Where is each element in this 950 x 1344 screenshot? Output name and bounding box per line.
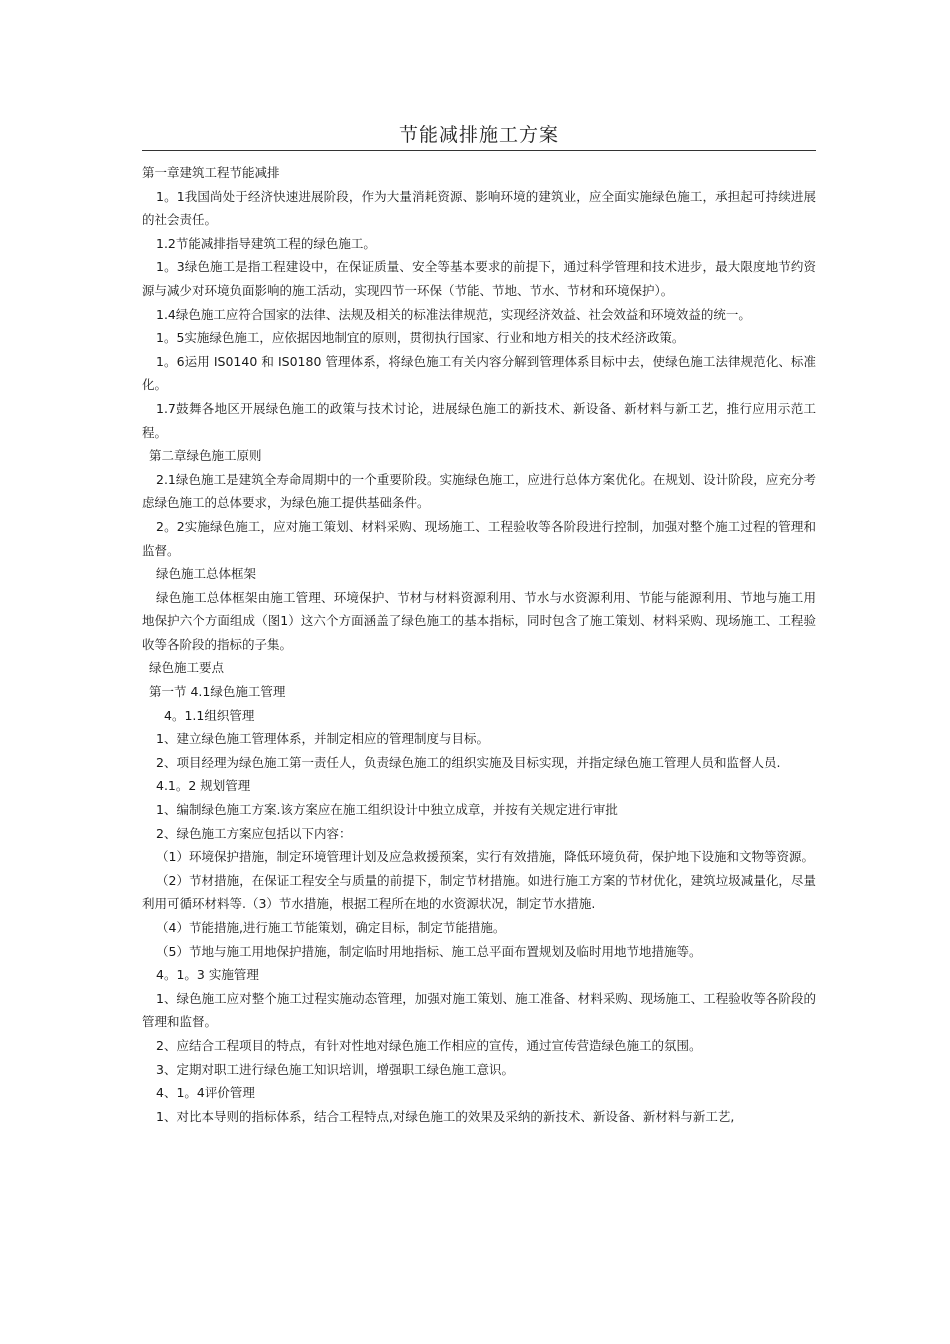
paragraph: 4、1。4评价管理 — [156, 1085, 255, 1101]
paragraph: 4。1.1组织管理 — [164, 707, 255, 723]
paragraph: 2、绿色施工方案应包括以下内容： — [156, 825, 352, 841]
paragraph: 1。6运用 IS0140 和 IS0180 管理体系，将绿色施工有关内容分解到管理体系目标中去，使绿色施工法律规范化、标准化。 — [142, 353, 816, 393]
paragraph: 第一章建筑工程节能减排 — [142, 165, 280, 180]
document-body — [142, 161, 816, 1128]
paragraph: 1。5实施绿色施工，应依据因地制宜的原则，贯彻执行国家、行业和地方相关的技术经济政策。 — [156, 330, 685, 346]
paragraph: 2。2实施绿色施工，应对施工策划、材料采购、现场施工、工程验收等各阶段进行控制，加强对整个施工过程的管理和监督。 — [142, 518, 816, 558]
paragraph: 第一节 4.1绿色施工管理 — [149, 684, 286, 700]
paragraph: 绿色施工要点 — [149, 660, 225, 676]
paragraph: 1、编制绿色施工方案.该方案应在施工组织设计中独立成章，并按有关规定进行审批 — [156, 802, 618, 818]
paragraph: 1、对比本导则的指标体系，结合工程特点,对绿色施工的效果及采纳的新技术、新设备、新材料与新工艺, — [156, 1108, 735, 1124]
paragraph: 2、应结合工程项目的特点，有针对性地对绿色施工作相应的宣传，通过宣传营造绿色施工的氛围。 — [156, 1037, 702, 1053]
paragraph: 1.2节能减排指导建筑工程的绿色施工。 — [156, 235, 376, 251]
paragraph: 4。1。3 实施管理 — [156, 967, 259, 983]
paragraph: 1、建立绿色施工管理体系，并制定相应的管理制度与目标。 — [156, 731, 489, 747]
paragraph: 2、项目经理为绿色施工第一责任人，负责绿色施工的组织实施及目标实现，并指定绿色施工管理人员和监督人员. — [156, 754, 781, 770]
paragraph: 1、绿色施工应对整个施工过程实施动态管理，加强对施工策划、施工准备、材料采购、现场施工、工程验收等各阶段的管理和监督。 — [142, 990, 816, 1030]
paragraph: 1。3绿色施工是指工程建设中，在保证质量、安全等基本要求的前提下，通过科学管理和技术进步，最大限度地节约资源与减少对环境负面影响的施工活动，实现四节一环保（节能、节地、节水、节材和环境保护）。 — [142, 259, 816, 298]
paragraph: 1.4绿色施工应符合国家的法律、法规及相关的标准法律规范，实现经济效益、社会效益和环境效益的统一。 — [156, 306, 751, 322]
paragraph: （5）节地与施工用地保护措施，制定临时用地指标、施工总平面布置规划及临时用地节地措施等。 — [156, 943, 702, 959]
paragraph: 2.1绿色施工是建筑全寿命周期中的一个重要阶段。实施绿色施工，应进行总体方案优化。在规划、设计阶段，应充分考虑绿色施工的总体要求，为绿色施工提供基础条件。 — [142, 471, 816, 511]
paragraph: （4）节能措施,进行施工节能策划，确定目标，制定节能措施。 — [156, 920, 506, 935]
document-title: 节能减排施工方案 — [142, 122, 816, 151]
paragraph: 绿色施工总体框架 — [156, 566, 257, 582]
paragraph: 绿色施工总体框架由施工管理、环境保护、节材与材料资源利用、节水与水资源利用、节能与能源利用、节地与施工用地保护六个方面组成（图1）这六个方面涵盖了绿色施工的基本指标，同时包含了施工策划、材料采购、现场施工、工程验收等各阶段的指标的子集。 — [142, 589, 816, 652]
paragraph: 1。1我国尚处于经济快速进展阶段，作为大量消耗资源、影响环境的建筑业，应全面实施绿色施工，承担起可持续进展的社会责任。 — [142, 188, 816, 228]
paragraph: 4.1。2 规划管理 — [156, 778, 251, 794]
paragraph: 3、定期对职工进行绿色施工知识培训，增强职工绿色施工意识。 — [156, 1061, 514, 1077]
paragraph: 1.7鼓舞各地区开展绿色施工的政策与技术讨论，进展绿色施工的新技术、新设备、新材料与新工艺，推行应用示范工程。 — [142, 400, 816, 440]
paragraph: （1）环境保护措施，制定环境管理计划及应急救援预案，实行有效措施，降低环境负荷，保护地下设施和文物等资源。 — [156, 849, 814, 865]
paragraph: 第二章绿色施工原则 — [149, 448, 262, 464]
paragraph: （2）节材措施，在保证工程安全与质量的前提下，制定节材措施。如进行施工方案的节材优化，建筑垃圾减量化，尽量利用可循环材料等.（3）节水措施，根据工程所在地的水资源状况，制定节水措施. — [142, 872, 816, 912]
